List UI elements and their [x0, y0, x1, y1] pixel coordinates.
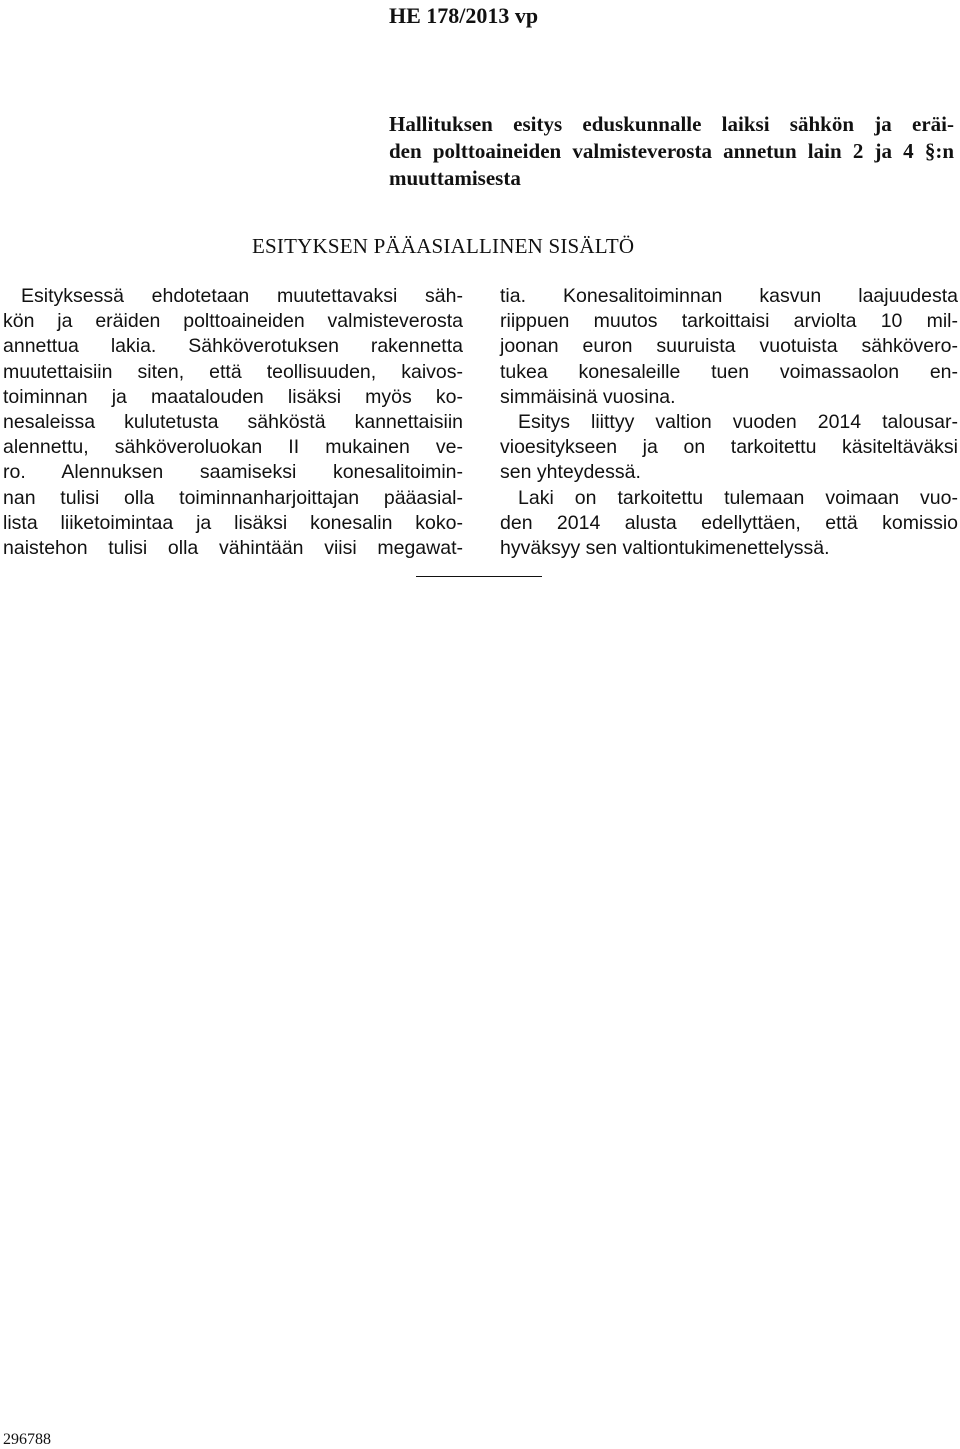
text-line: hyväksyy sen valtiontukimenettelyssä. — [500, 537, 830, 560]
text-line: nesaleissa kulutetusta sähköstä kannettaisiin — [3, 411, 463, 434]
text-line: tukea konesaleille tuen voimassaolon en- — [500, 360, 958, 383]
document-id: HE 178/2013 vp — [389, 3, 539, 28]
text-line: riippuen muutos tarkoittaisi arviolta 10 mil- — [500, 310, 958, 333]
text-line: toiminnan ja maatalouden lisäksi myös ko- — [3, 385, 463, 408]
section-divider — [416, 576, 542, 577]
text-line: tia. Konesalitoiminnan kasvun laajuudesta — [500, 285, 958, 307]
text-line: sen yhteydessä. — [500, 461, 641, 484]
text-line: Esityksessä ehdotetaan muutettavaksi säh- — [21, 285, 463, 307]
text-line: simmäisinä vuosina. — [500, 385, 676, 408]
text-line: den 2014 alusta edellyttäen, että komissio — [500, 511, 958, 534]
summary-right-column — [500, 284, 958, 561]
title-line: Hallituksen esitys eduskunnalle laiksi sähkön ja eräi- — [389, 112, 954, 136]
text-line: alennettu, sähköveroluokan II mukainen ve- — [3, 436, 463, 459]
text-line: lista liiketoimintaa ja lisäksi konesalin koko- — [3, 511, 463, 534]
text-line: joonan euron suuruista vuotuista sähkövero- — [500, 335, 958, 358]
section-heading: ESITYKSEN PÄÄASIALLINEN SISÄLTÖ — [252, 234, 635, 258]
proposal-title — [389, 111, 954, 192]
title-line: muuttamisesta — [389, 166, 521, 190]
title-line: den polttoaineiden valmisteverosta annetun lain 2 ja 4 §:n — [389, 139, 954, 163]
text-line: ro. Alennuksen saamiseksi konesalitoimin- — [3, 461, 463, 484]
text-line: annettua lakia. Sähköverotuksen rakennetta — [3, 335, 463, 358]
text-line: naistehon tulisi olla vähintään viisi megawat- — [3, 537, 463, 560]
text-line: Laki on tarkoitettu tulemaan voimaan vuo- — [518, 486, 958, 509]
text-line: kön ja eräiden polttoaineiden valmisteverosta — [3, 310, 463, 333]
text-line: Esitys liittyy valtion vuoden 2014 talousar- — [518, 411, 958, 434]
summary-left-column — [3, 284, 463, 561]
text-line: nan tulisi olla toiminnanharjoittajan pääasial- — [3, 486, 463, 509]
text-line: muutettaisiin siten, että teollisuuden, kaivos- — [3, 360, 463, 383]
page-code: 296788 — [3, 1431, 51, 1448]
text-line: vioesitykseen ja on tarkoitettu käsiteltäväksi — [500, 436, 958, 459]
